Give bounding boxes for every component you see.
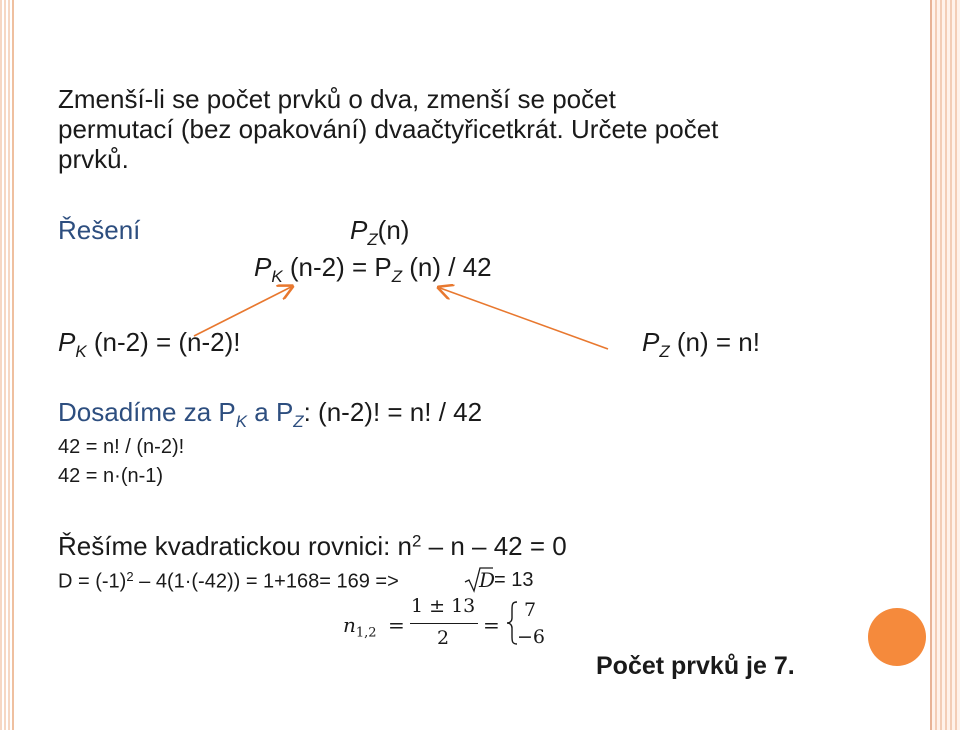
z-subscript: Z	[659, 341, 670, 361]
quadratic-heading-end: – n – 42 = 0	[421, 531, 567, 561]
n-variable	[343, 615, 377, 640]
quadratic-exponent: 2	[412, 531, 422, 551]
quadratic-heading-start: Řešíme kvadratickou rovnici: n	[58, 531, 413, 561]
discriminant-exponent: 2	[126, 569, 134, 584]
ratio-line: 42 = n! / (n-2)!	[58, 436, 185, 458]
z-subscript: Z	[391, 266, 403, 286]
problem-line-3: prvků.	[58, 144, 129, 174]
discriminant-line	[58, 570, 399, 592]
solution-heading: Řešení	[58, 215, 141, 245]
root-one: 7	[524, 599, 537, 621]
root-two: −6	[517, 626, 546, 648]
quadratic-heading	[58, 533, 567, 559]
z-subscript: Z	[293, 411, 304, 431]
pz-definition-tail: (n) = n!	[669, 327, 760, 357]
fraction-numerator: 1 ± 13	[411, 595, 476, 617]
problem-line-2: permutací (bez opakování) dvaačtyřicetkrát. Určete počet	[58, 114, 719, 144]
pz-argument: (n)	[377, 215, 410, 245]
z-subscript: Z	[367, 229, 378, 249]
equals-sign-1: =	[388, 613, 405, 637]
p-symbol: P	[58, 327, 76, 357]
problem-line-1: Zmenší-li se počet prvků o dva, zmenší se počet	[58, 84, 616, 114]
center-equation-tail: (n) / 42	[402, 252, 492, 282]
substitution-middle: a P	[247, 397, 294, 427]
arrow-right	[440, 288, 608, 349]
discriminant-start: D = (-1)	[58, 570, 127, 593]
fraction-bar	[410, 623, 478, 624]
p-symbol: P	[642, 327, 660, 357]
pk-definition	[58, 329, 241, 361]
equals-sign-2: =	[483, 613, 500, 637]
substitution-suffix: : (n-2)! = n! / 42	[303, 397, 483, 427]
p-symbol: P	[350, 215, 368, 245]
center-equation-mid: (n-2) = P	[282, 252, 392, 282]
sqrt-result: = 13	[494, 569, 534, 591]
p-symbol: P	[254, 252, 272, 282]
n-symbol: n	[343, 613, 356, 637]
sqrt-variable: D	[479, 568, 496, 592]
k-subscript: K	[235, 411, 248, 431]
k-subscript: K	[271, 266, 283, 286]
n-subscript: 1,2	[355, 625, 377, 641]
pz-definition	[642, 329, 760, 361]
fraction-denominator: 2	[437, 627, 450, 649]
conclusion: Počet prvků je 7.	[596, 652, 795, 680]
product-line: 42 = n·(n-1)	[58, 465, 164, 487]
substitution-line	[58, 399, 482, 431]
discriminant-end: – 4(1·(-42)) = 1+168= 169 =>	[133, 570, 399, 593]
k-subscript: K	[75, 341, 87, 361]
pk-definition-tail: (n-2) = (n-2)!	[86, 327, 241, 357]
substitution-prefix: Dosadíme za P	[58, 397, 236, 427]
